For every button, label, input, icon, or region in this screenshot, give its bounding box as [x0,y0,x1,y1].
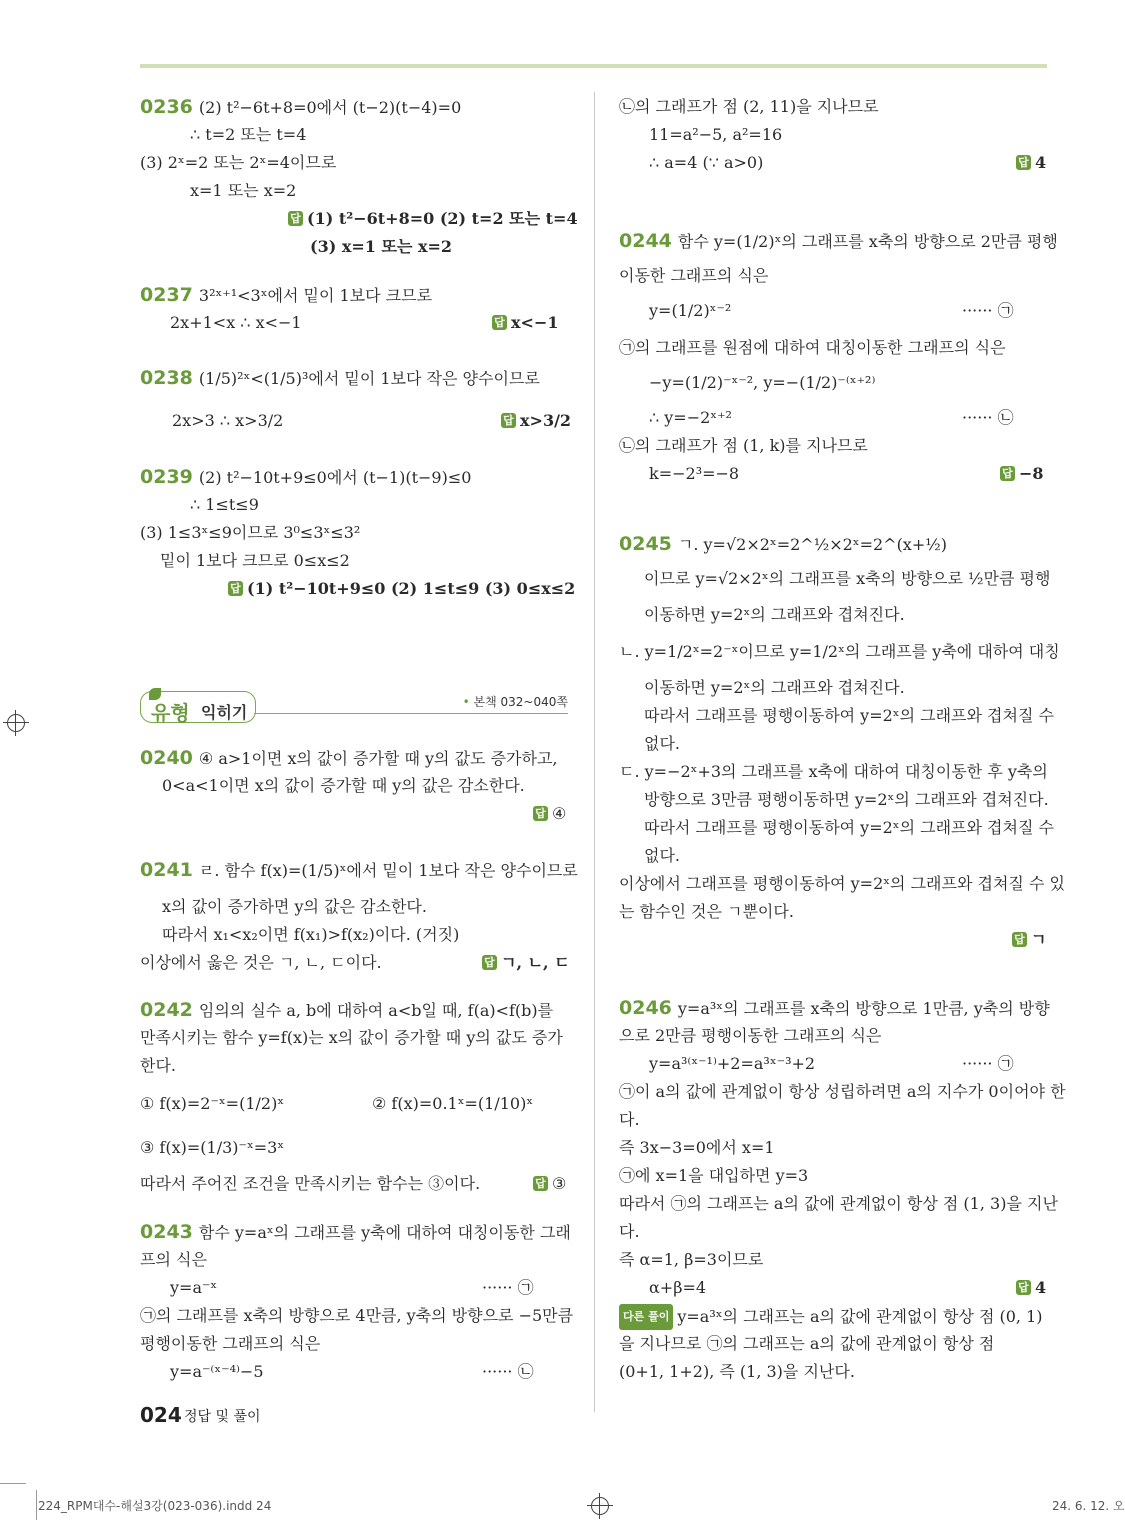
answer: 답 ④ [533,802,566,826]
solution-line: 다. [619,1110,640,1129]
solution-line: (3) 2ˣ=2 또는 2ˣ=4이므로 [140,153,337,172]
solution-line: 없다. [644,846,680,865]
answer-badge: 답 [533,806,548,821]
choice-3: ③ f(x)=(1/3)⁻ˣ=3ˣ [140,1138,285,1157]
solution-line: 즉 α=1, β=3이므로 [619,1250,764,1269]
solution-line: 을 지나므로 ㉠의 그래프는 a의 값에 관계없이 항상 점 [619,1334,995,1353]
solution-line: −y=(1/2)⁻ˣ⁻², y=−(1/2)⁻⁽ˣ⁺²⁾ [649,373,876,392]
answer-badge: 답 [1012,932,1027,947]
solution-line: (3) 1≤3ˣ≤9이므로 3⁰≤3ˣ≤3² [140,523,361,542]
problem-number: 0240 [140,747,193,769]
answer: 답 x<−1 [492,311,558,335]
alt-solution-badge: 다른 풀이 [619,1304,673,1330]
equation-tag: ······ ㉡ [962,408,1014,427]
solution-line: 따라서 그래프를 평행이동하여 y=2ˣ의 그래프와 겹쳐질 수 [644,818,1054,837]
solution-line: x의 값이 증가하면 y의 값은 감소한다. [162,897,427,916]
top-rule [140,64,1047,68]
registration-mark-icon [591,1497,609,1515]
problem-number: 0246 [619,997,672,1019]
solution-line: 없다. [644,734,680,753]
registration-mark-icon [7,714,25,732]
answer: 답 (1) t²−10t+9≤0 (2) 1≤t≤9 (3) 0≤x≤2 [228,577,575,601]
choice-2: ② f(x)=0.1ˣ=(1/10)ˣ [372,1094,534,1113]
choice-1: ① f(x)=2⁻ˣ=(1/2)ˣ [140,1094,285,1113]
solution-line: 으로 2만큼 평행이동한 그래프의 식은 [619,1026,882,1045]
problem-0246: 0246 y=a³ˣ의 그래프를 x축의 방향으로 1만큼, y축의 방향 [619,997,1050,1019]
problem-0243: 0243 함수 y=aˣ의 그래프를 y축에 대하여 대칭이동한 그래 [140,1221,571,1243]
problem-number: 0239 [140,466,193,488]
problem-0241: 0241 ㄹ. 함수 f(x)=(1/5)ˣ에서 밑이 1보다 작은 양수이므로 [140,859,578,881]
solution-line: 이동하면 y=2ˣ의 그래프와 겹쳐진다. [644,605,905,624]
problem-0242: 0242 임의의 실수 a, b에 대하여 a<b일 때, f(a)<f(b)를 [140,999,554,1021]
problem-0245: 0245 ㄱ. y=√2×2ˣ=2^½×2ˣ=2^(x+½) [619,533,947,555]
equation-tag: ······ ㉠ [962,301,1014,320]
crop-mark [36,1490,37,1520]
solution-line: 따라서 그래프를 평행이동하여 y=2ˣ의 그래프와 겹쳐질 수 [644,706,1054,725]
solution-line: y=a³⁽ˣ⁻¹⁾+2=a³ˣ⁻³+2 [649,1054,816,1073]
answer-badge: 답 [228,581,243,596]
problem-number: 0237 [140,284,193,306]
answer-badge: 답 [1000,466,1015,481]
file-name: 224_RPM대수-해설3강(023-036).indd 24 [38,1499,272,1513]
solution-line: ㄴ. y=1/2ˣ=2⁻ˣ이므로 y=1/2ˣ의 그래프를 y축에 대하여 대칭 [619,642,1060,661]
page-number: 024 [140,1403,182,1427]
solution-line: 이동하면 y=2ˣ의 그래프와 겹쳐진다. [644,678,905,697]
section-title-practice: 익히기 [201,703,248,722]
section-badge [140,691,256,723]
problem-number: 0245 [619,533,672,555]
problem-number: 0242 [140,999,193,1021]
solution-line: (2) t²−6t+8=0에서 (t−2)(t−4)=0 [198,98,462,117]
solution-line: 다. [619,1222,640,1241]
page-label: 정답 및 풀이 [184,1409,261,1425]
solution-line: ㉡의 그래프가 점 (1, k)를 지나므로 [619,436,868,455]
solution-line: 이상에서 그래프를 평행이동하여 y=2ˣ의 그래프와 겹쳐질 수 있 [619,874,1065,893]
problem-0240: 0240 ④ a>1이면 x의 값이 증가할 때 y의 값도 증가하고, [140,747,558,769]
solution-line: 밑이 1보다 크므로 0≤x≤2 [160,551,350,570]
column-divider [594,92,595,1412]
answer-badge: 답 [288,211,303,226]
problem-0239: 0239 (2) t²−10t+9≤0에서 (t−1)(t−9)≤0 [140,466,472,488]
answer: 답 x>3/2 [501,409,571,433]
solution-line: ㉡의 그래프가 점 (2, 11)을 지나므로 [619,97,879,116]
section-rule [254,713,568,714]
solution-line: α+β=4 [649,1278,707,1297]
answer-badge: 답 [1016,1280,1031,1295]
answer-badge: 답 [1016,155,1031,170]
answer-badge: 답 [492,315,507,330]
alt-solution-line: 다른 풀이 y=a³ˣ의 그래프는 a의 값에 관계없이 항상 점 (0, 1) [619,1304,1043,1330]
solution-line: 이므로 y=√2×2ˣ의 그래프를 x축의 방향으로 ½만큼 평행 [644,569,1051,588]
problem-number: 0243 [140,1221,193,1243]
solution-line: y=a⁻⁽ˣ⁻⁴⁾−5 [170,1362,264,1381]
solution-line: 즉 3x−3=0에서 x=1 [619,1138,775,1157]
solution-line: ∴ t=2 또는 t=4 [190,125,307,144]
answer: 답 ㄱ [1012,928,1046,952]
answer: 답 ③ [533,1172,566,1196]
section-header [140,687,568,727]
answer-badge: 답 [482,955,497,970]
solution-line: ㉠의 그래프를 원점에 대하여 대칭이동한 그래프의 식은 [619,338,1006,357]
problem-number: 0244 [619,230,672,252]
solution-line: 방향으로 3만큼 평행이동하면 y=2ˣ의 그래프와 겹쳐진다. [644,790,1049,809]
solution-line: 0<a<1이면 x의 값이 증가할 때 y의 값은 감소한다. [162,776,525,795]
solution-line: 는 함수인 것은 ㄱ뿐이다. [619,902,794,921]
print-date: 24. 6. 12. 오 [1052,1499,1125,1513]
solution-line: ㄷ. y=−2ˣ+3의 그래프를 x축에 대하여 대칭이동한 후 y축의 [619,762,1048,781]
solution-line: x=1 또는 x=2 [190,181,297,200]
solution-line: 이동한 그래프의 식은 [619,266,769,285]
section-reference: • 본책 032~040쪽 [462,695,568,709]
answer: 답 ㄱ, ㄴ, ㄷ [482,951,570,975]
answer-badge: 답 [501,413,516,428]
problem-0238: 0238 (1/5)²ˣ<(1/5)³에서 밑이 1보다 작은 양수이므로 [140,367,540,389]
solution-line: 만족시키는 함수 y=f(x)는 x의 값이 증가할 때 y의 값도 증가 [140,1028,563,1047]
solution-line: ∴ 1≤t≤9 [190,495,259,514]
problem-number: 0238 [140,367,193,389]
solution-line: 11=a²−5, a²=16 [649,125,783,144]
solution-line: ㉠에 x=1을 대입하면 y=3 [619,1166,809,1185]
problem-number: 0236 [140,96,193,118]
solution-line: (0+1, 1+2), 즉 (1, 3)을 지난다. [619,1362,855,1381]
solution-line: 이상에서 옳은 것은 ㄱ, ㄴ, ㄷ이다. [140,953,382,972]
answer-badge: 답 [533,1176,548,1191]
problem-0244: 0244 함수 y=(1/2)ˣ의 그래프를 x축의 방향으로 2만큼 평행 [619,230,1058,252]
equation-tag: ······ ㉠ [482,1278,534,1297]
answer-continued: (3) x=1 또는 x=2 [310,237,453,256]
solution-line: ㉠이 a의 값에 관계없이 항상 성립하려면 a의 지수가 0이어야 한 [619,1082,1066,1101]
solution-line: 따라서 x₁<x₂이면 f(x₁)>f(x₂)이다. (거짓) [162,925,460,944]
crop-mark [0,1483,26,1484]
solution-line: ∴ y=−2ˣ⁺² [649,408,732,427]
solution-line: 2x>3 ∴ x>3/2 [172,411,284,430]
solution-line: 2x+1<x ∴ x<−1 [170,313,302,332]
problem-0236 [140,95,461,120]
solution-line: 한다. [140,1056,176,1075]
bullet-icon: • [462,695,474,709]
solution-line: 평행이동한 그래프의 식은 [140,1334,321,1353]
solution-line: y=(1/2)ˣ⁻² [649,301,732,320]
equation-tag: ······ ㉠ [962,1054,1014,1073]
solution-line: 프의 식은 [140,1250,207,1269]
answer: 답 4 [1016,151,1046,175]
solution-line: y=a⁻ˣ [170,1278,218,1297]
section-title-type: 유형 [151,701,190,725]
solution-line: 따라서 주어진 조건을 만족시키는 함수는 ③이다. [140,1174,481,1193]
problem-number: 0241 [140,859,193,881]
solution-line: k=−2³=−8 [649,464,740,483]
solution-line: ㉠의 그래프를 x축의 방향으로 4만큼, y축의 방향으로 −5만큼 [140,1306,574,1325]
answer: 답 −8 [1000,462,1044,486]
answer: 답 (1) t²−6t+8=0 (2) t=2 또는 t=4 [288,207,578,231]
equation-tag: ······ ㉡ [482,1362,534,1381]
answer: 답 4 [1016,1276,1046,1300]
solution-line: ∴ a=4 (∵ a>0) [649,153,764,172]
problem-0237: 0237 3²ˣ⁺¹<3ˣ에서 밑이 1보다 크므로 [140,284,433,306]
solution-line: 따라서 ㉠의 그래프는 a의 값에 관계없이 항상 점 (1, 3)을 지난 [619,1194,1058,1213]
